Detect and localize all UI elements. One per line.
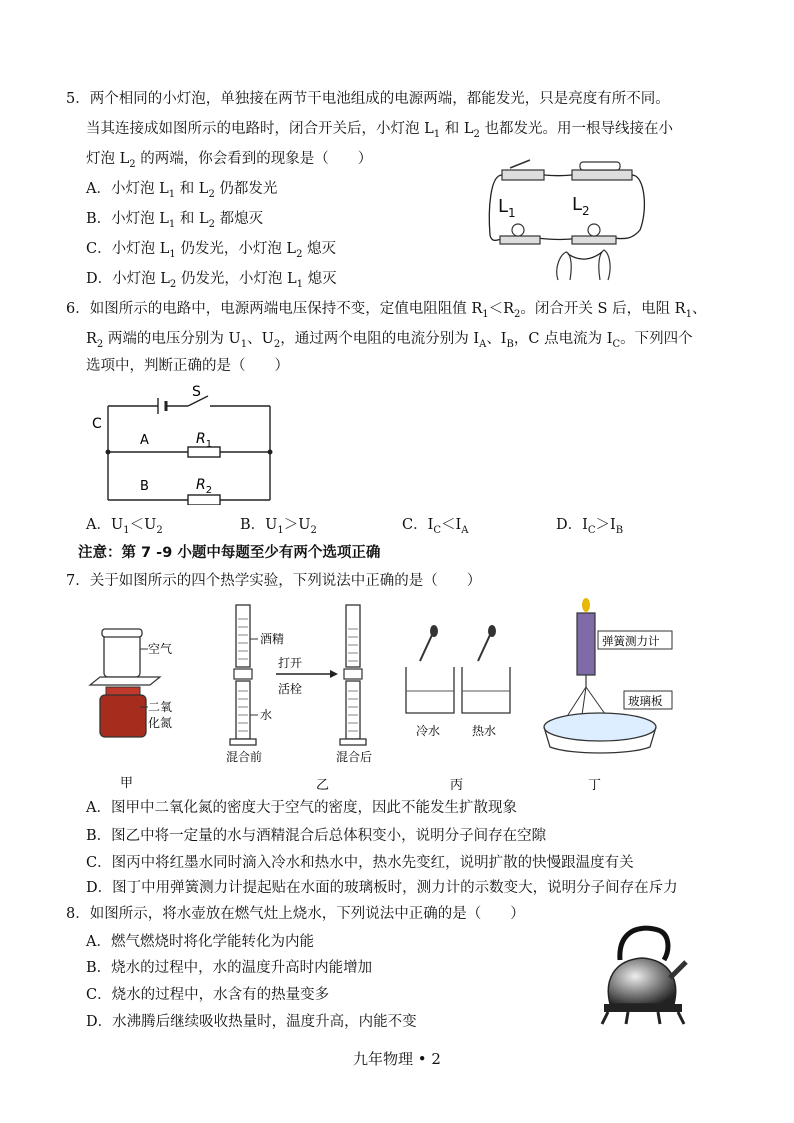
q5-option-a: A．小灯泡 $L_1$ 和 $L_2$ 仍都发光 [86,181,278,200]
q6-stem-line1: 6．如图所示的电路中，电源两端电压保持不变，定值电阻阻值 $R_1<R_2$。闭合开关 S 后，电阻 $R_1$、 [66,301,707,320]
fig-label-bing: 丙 [450,778,464,793]
note-line: 注意：第 7 -9 小题中每题至少有两个选项正确 [78,545,381,561]
q5-option-c: C．小灯泡 $L_1$ 仍发光，小灯泡 $L_2$ 熄灭 [86,241,337,260]
svg-text:化氮: 化氮 [148,716,173,730]
svg-text:混合后: 混合后 [336,750,373,764]
q5-stem-line1: 5．两个相同的小灯泡，单独接在两节干电池组成的电源两端，都能发光，只是亮度有所不同。 [66,91,670,107]
q8-stem: 8．如图所示，将水壶放在燃气灶上烧水，下列说法中正确的是（ ） [66,906,525,922]
q6-stem-line3: 选项中，判断正确的是（ ） [86,358,289,374]
svg-text:打开: 打开 [278,656,303,670]
q7-option-a: A．图甲中二氧化氮的密度大于空气的密度，因此不能发生扩散现象 [86,800,517,816]
q6-option-c: C．$I_C<I_A$ [402,517,469,536]
q6-label-c: C [92,416,102,432]
q8-option-c: C．烧水的过程中，水含有的热量变多 [86,987,330,1003]
q5-option-d: D．小灯泡 $L_2$ 仍发光，小灯泡 $L_1$ 熄灭 [86,271,337,290]
q5-stem-line3: 灯泡 $L_2$ 的两端，你会看到的现象是（ ） [86,151,373,170]
q5-stem-line2: 当其连接成如图所示的电路时，闭合开关后，小灯泡 $L_1$ 和 $L_2$ 也都发光。用一根导线接在小 [86,121,673,140]
q7-option-d: D．图丁中用弹簧测力计提起贴在水面的玻璃板时，测力计的示数变大，说明分子间存在斥力 [86,880,678,896]
page-footer: 九年物理 • 2 [353,1050,441,1068]
svg-text:二氧: 二氧 [148,700,173,714]
q8-option-d: D．水沸腾后继续吸收热量时，温度升高，内能不变 [86,1014,417,1030]
q7-experiments-figure [80,595,720,795]
q6-label-r1: R [196,431,206,447]
svg-text:冷水: 冷水 [416,724,441,738]
svg-text:R1: $R_1$ [196,431,213,450]
q5-option-b: B．小灯泡 $L_1$ 和 $L_2$ 都熄灭 [86,211,264,230]
svg-text:R2: $R_2$ [196,477,213,496]
q5-label-l2: L [572,194,583,215]
svg-text:弹簧测力计: 弹簧测力计 [602,634,660,648]
q7-option-c: C．图丙中将红墨水同时滴入冷水和热水中，热水先变红，说明扩散的快慢跟温度有关 [86,855,634,871]
fig-label-yi: 乙 [316,778,330,793]
q5-label-l1: L [498,196,509,217]
q6-label-s: S [192,384,201,400]
q8-option-b: B．烧水的过程中，水的温度升高时内能增加 [86,960,373,976]
q6-label-r2: R [196,477,206,493]
svg-text:L1: $L_1$ [498,196,516,220]
svg-text:混合前: 混合前 [226,750,263,764]
q7-option-b: B．图乙中将一定量的水与酒精混合后总体积变小，说明分子间存在空隙 [86,828,547,844]
q6-stem-line2: $R_2$ 两端的电压分别为 $U_1$、$U_2$，通过两个电阻的电流分别为 $I_A$、$I_B$，C 点电流为 $I_C$。下列四个 [86,331,693,350]
svg-text:L2: $L_2$ [572,194,590,218]
q6-label-a: A [140,433,149,448]
fig-label-jia: 甲 [120,776,134,791]
q8-option-a: A．燃气燃烧时将化学能转化为内能 [86,934,314,950]
svg-text:玻璃板: 玻璃板 [628,694,663,708]
svg-text:空气: 空气 [148,642,173,656]
kettle-image [598,920,688,1028]
q6-option-b: B．$U_1>U_2$ [240,517,317,536]
q6-label-b: B [140,479,149,494]
q6-circuit-figure [88,380,288,505]
q6-option-a: A．$U_1<U_2$ [86,517,163,536]
svg-text:活栓: 活栓 [278,682,303,696]
svg-text:热水: 热水 [472,724,497,738]
fig-label-ding: 丁 [588,778,602,793]
q6-option-d: D．$I_C>I_B$ [556,517,624,536]
svg-text:水: 水 [260,708,273,722]
q5-circuit-figure [480,150,660,285]
svg-text:酒精: 酒精 [260,632,285,646]
q7-stem: 7．关于如图所示的四个热学实验，下列说法中正确的是（ ） [66,573,482,589]
